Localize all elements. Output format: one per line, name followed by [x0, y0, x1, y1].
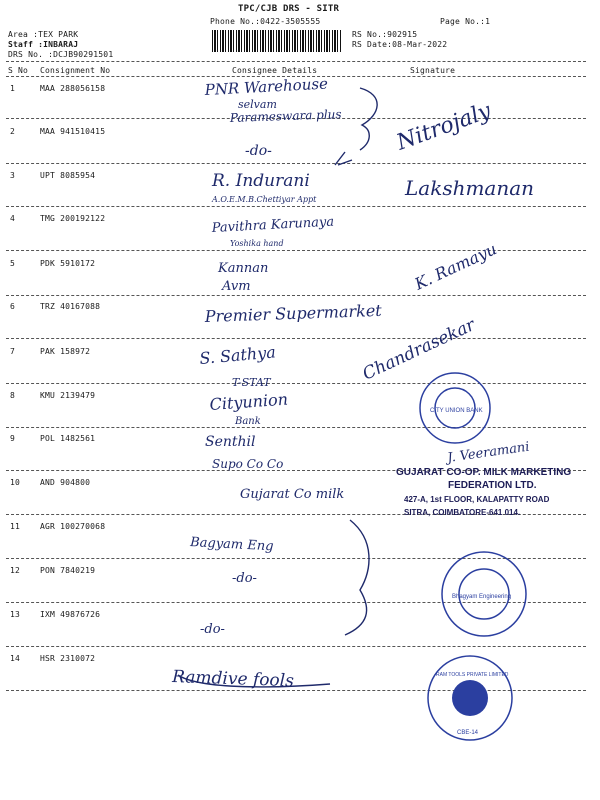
signature-9: J. Veeramani	[446, 439, 531, 466]
signature-1: Nitrojaly	[393, 98, 495, 156]
consignment-number: KMU 2139479	[40, 391, 96, 400]
consignee-5b: Avm	[222, 279, 251, 294]
drs-number: DRS No. :DCJB90291501	[8, 50, 114, 59]
row-number: 5	[10, 259, 16, 268]
consignee-14: Ramdive fools	[171, 667, 295, 692]
header-separator	[6, 61, 586, 62]
row-separator	[6, 470, 586, 471]
consignment-number: PON 7840219	[40, 566, 96, 575]
page-number: Page No.:1	[440, 17, 491, 26]
consignee-1: PNR Warehouse	[204, 74, 329, 99]
gujarat-stamp-line1: GUJARAT CO-OP. MILK MARKETING	[396, 467, 572, 478]
col-consignee: Consignee Details	[232, 66, 318, 75]
consignee-3: R. Indurani	[212, 171, 310, 191]
row-separator	[6, 514, 586, 515]
row-number: 11	[10, 522, 21, 531]
consignee-1b: selvam	[238, 98, 277, 111]
rs-number: RS No.:902915	[352, 30, 418, 39]
consignment-number: MAA 941510415	[40, 127, 106, 136]
consignee-12: -do-	[232, 571, 257, 586]
consignment-number: IXM 49876726	[40, 610, 101, 619]
staff-label: Staff :INBARAJ	[8, 40, 79, 49]
row-number: 2	[10, 127, 16, 136]
row-number: 8	[10, 391, 16, 400]
row-separator	[6, 602, 586, 603]
consignment-number: POL 1482561	[40, 434, 96, 443]
row-number: 7	[10, 347, 16, 356]
row-separator	[6, 250, 586, 251]
consignee-10: Gujarat Co milk	[240, 487, 345, 502]
row-separator	[6, 206, 586, 207]
signature-3: Lakshmanan	[405, 176, 535, 200]
row-separator	[6, 558, 586, 559]
row-number: 1	[10, 84, 16, 93]
ram-tools-stamp-text: RAM TOOLS PRIVATE LIMITED	[436, 672, 509, 678]
rs-date: RS Date:08-Mar-2022	[352, 40, 448, 49]
consignment-number: PDK 5910172	[40, 259, 96, 268]
consignee-5: Kannan	[218, 261, 269, 276]
consignee-6: Premier Supermarket	[204, 300, 382, 326]
bhagyam-stamp-text: Bhagyam Engineering	[452, 594, 512, 600]
consignee-4: Pavithra Karunaya	[211, 214, 335, 236]
consignee-9: Senthil	[205, 434, 256, 450]
consignment-number: TRZ 40167088	[40, 302, 101, 311]
consignee-8b: Bank	[235, 416, 261, 427]
area-label: Area :TEX PARK	[8, 30, 79, 39]
ram-tools-stamp-code: CBE-14	[457, 730, 479, 736]
row-number: 3	[10, 171, 16, 180]
consignment-number: AND 904800	[40, 478, 91, 487]
consignee-7: S. Sathya	[198, 342, 277, 368]
col-consignment: Consignment No	[40, 66, 111, 75]
gujarat-stamp-line3: 427-A, 1st FLOOR, KALAPATTY ROAD	[404, 495, 550, 504]
gujarat-stamp-line4: SITRA, COIMBATORE-641 014.	[404, 508, 521, 517]
col-sno: S No	[8, 66, 29, 75]
signature-5: K. Ramayu	[411, 239, 500, 294]
gujarat-stamp-line2: FEDERATION LTD.	[448, 480, 537, 491]
row-number: 10	[10, 478, 21, 487]
row-separator	[6, 383, 586, 384]
bhagyam-stamp	[442, 552, 526, 636]
row-number: 4	[10, 214, 16, 223]
row-number: 6	[10, 302, 16, 311]
consignee-11: Bagyam Eng	[189, 535, 274, 555]
consignee-4b: Yoshika hand	[230, 239, 284, 248]
consignment-number: PAK 158972	[40, 347, 91, 356]
row-separator	[6, 646, 586, 647]
consignee-1c: Parameswara plus	[229, 107, 342, 125]
consignment-number: UPT 8085954	[40, 171, 96, 180]
cub-stamp-text: CITY UNION BANK	[430, 408, 483, 414]
consignee-9b: Supo Co Co	[212, 457, 284, 471]
consignee-13: -do-	[200, 622, 225, 637]
consignment-number: TMG 200192122	[40, 214, 106, 223]
row-separator	[6, 427, 586, 428]
column-header-separator	[6, 76, 586, 77]
row-number: 14	[10, 654, 21, 663]
row-separator	[6, 338, 586, 339]
row-separator	[6, 118, 586, 119]
row-separator	[6, 295, 586, 296]
report-title: TPC/CJB DRS - SITR	[238, 4, 340, 14]
consignee-3b: A.O.E.M.B.Chettiyar Appt	[212, 195, 317, 204]
ram-tools-stamp	[428, 656, 512, 740]
consignee-7b: T-STAT	[232, 376, 271, 389]
row-number: 9	[10, 434, 16, 443]
row-number: 13	[10, 610, 21, 619]
consignment-number: AGR 100270068	[40, 522, 106, 531]
consignee-2: -do-	[245, 143, 272, 159]
consignee-8: Cityunion	[208, 389, 289, 414]
row-separator	[6, 163, 586, 164]
row-number: 12	[10, 566, 21, 575]
col-signature: Signature	[410, 66, 456, 75]
phone-number: Phone No.:0422-3505555	[210, 17, 321, 26]
signature-6: Chandrasekar	[359, 315, 479, 385]
row-separator	[6, 690, 586, 691]
consignment-number: HSR 2310072	[40, 654, 96, 663]
consignment-number: MAA 288056158	[40, 84, 106, 93]
barcode	[212, 30, 342, 52]
